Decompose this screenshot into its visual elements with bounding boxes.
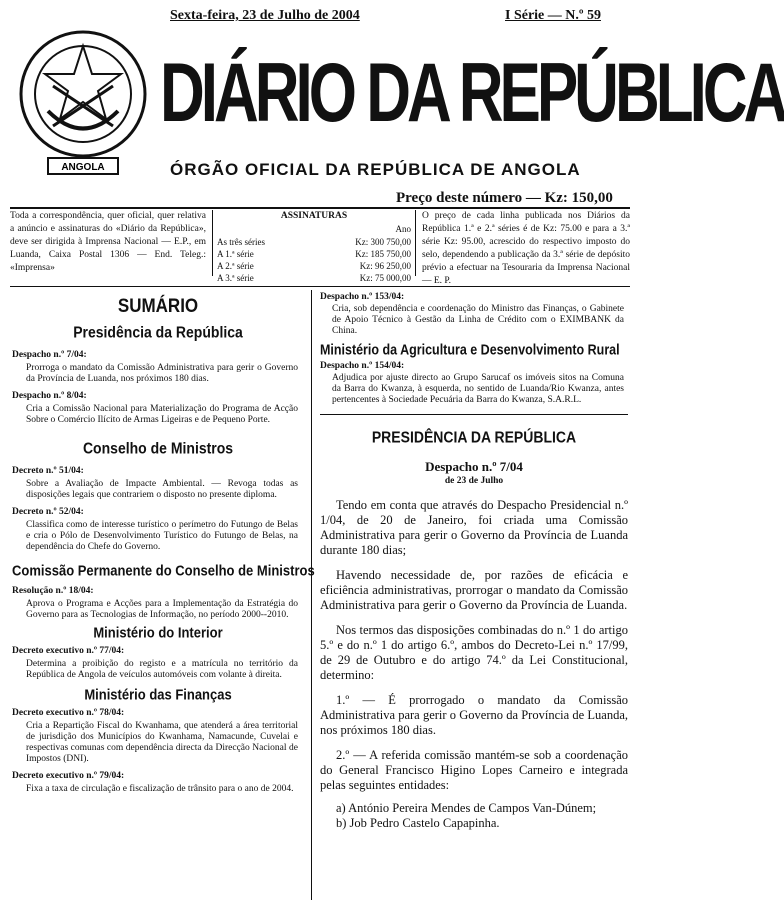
item-text: Aprova o Programa e Acções para a Implementação da Estratégia do Governo para as Tecnologias de Informação, no período 2000--2010. [26,599,298,620]
issue-serie: I Série — N.º 59 [505,8,601,23]
item-text: Sobre a Avaliação de Impacte Ambiental. — Revoga todas as disposições legais que contrariem o disposto no presente diploma. [26,479,298,500]
section-heading: Comissão Permanente do Conselho de Ministros [12,561,315,580]
paragraph: Nos termos das disposições combinadas do n.º 1 do artigo 5.º e do n.º 1 do artigo 6.º, ambos do Decreto-Lei n.º 17/99, de 29 de Outubro e do artigo 74.º da Lei Constitucional, determino: [320,623,628,682]
paragraph: Havendo necessidade de, por razões de eficácia e eficiência administrativas, prorrogar o mandato da Comissão Administrativa para gerir o Governo da Província de Luanda. [320,568,628,612]
angola-emblem-icon [8,16,158,184]
paragraph: 1.º — É prorrogado o mandato da Comissão Administrativa para gerir o Governo da Província de Luanda, nos próximos 180 dias. [320,693,628,737]
divider [10,207,630,209]
item-text: Adjudica por ajuste directo ao Grupo Sarucaf os imóveis sitos na Comuna da Barra do Kwanza, à esquerda, no sentido de Luanda/Rio Kwanza, antes pertencentes à Sociedade Pecuária da Barra do Kwanza, S.A.R.L. [332,373,624,405]
issue-price: Preço deste número — Kz: 150,00 [396,190,613,206]
section-heading: Presidência da República [73,322,243,342]
item-label: Decreto n.º 52/04: [12,507,84,517]
section-heading: Ministério do Interior [93,623,223,642]
item-label: Decreto executivo n.º 77/04: [12,646,125,656]
section-heading: Ministério da Agricultura e Desenvolvimento Rural [320,341,620,359]
subscription-row: A 3.ª série Kz: 75 000,00 [217,273,411,283]
paragraph: Tendo em conta que através do Despacho Presidencial n.º 1/04, de 20 de Janeiro, foi criada uma Comissão Administrativa para gerir o Governo da Província de Luanda durante 180 dias; [320,498,628,557]
masthead-subtitle: ÓRGÃO OFICIAL DA REPÚBLICA DE ANGOLA [170,160,581,179]
list-item: b) Job Pedro Castelo Capapinha. [336,816,500,830]
summary-column [12,294,315,795]
masthead-title: DIÁRIO DA REPÚBLICA [160,46,784,140]
item-text: Fixa a taxa de circulação e fiscalização de trânsito para o ano de 2004. [26,784,294,794]
issue-date: Sexta-feira, 23 de Julho de 2004 [170,8,360,23]
item-label: Decreto n.º 51/04: [12,466,84,476]
list-item: a) António Pereira Mendes de Campos Van-Dúnem; [336,801,597,815]
divider [10,286,630,287]
item-text: Determina a proibição do registo e a matrícula no território da República de Angola de veículos automóveis com volante à direita. [26,659,298,680]
item-text: Cria, sob dependência e coordenação do Ministro das Finanças, o Gabinete de Apoio Técnico à Gestão da Linha de Crédito com o EXIMBANK da China. [332,304,624,336]
subscription-row: A 2.ª série Kz: 96 250,00 [217,261,411,271]
emblem-label: ANGOLA [61,162,105,173]
pricing-note: O preço de cada linha publicada nos Diários da República 1.ª e 2.ª séries é de Kz: 75.00 e para a 3.ª série Kz: 95.00, acrescido do respectivo imposto do selo, dependendo a publicação da 3.ª série de depósito prévio a efectuar na Tesouraria da Imprensa Nacional — E. P. [422,211,630,286]
item-text: Cria a Comissão Nacional para Materialização do Programa de Acção Sobre o Comércio Ilícito de Armas Ligeiras e de Pequeno Porte. [26,404,298,425]
item-text: Cria a Repartição Fiscal do Kwanhama, que atenderá a área territorial de jurisdição dos Municípios do Kwanhama, Namacunde, Cuvelai e respectivas comunas com dependência directa da Direcção Nacional de Impostos (DNI). [26,721,298,764]
presidency-heading: PRESIDÊNCIA DA REPÚBLICA [371,427,577,447]
item-label: Despacho n.º 8/04: [12,391,87,401]
despacho-date: de 23 de Julho [444,476,504,486]
item-label: Despacho n.º 7/04: [12,350,87,360]
item-label: Decreto executivo n.º 79/04: [12,771,125,781]
subscription-row: As três séries Kz: 300 750,00 [217,237,411,247]
despacho-title: Despacho n.º 7/04 [425,459,523,474]
section-heading: Conselho de Ministros [82,438,234,458]
item-label: Resolução n.º 18/04: [12,586,94,596]
main-column [320,292,628,831]
summary-heading: SUMÁRIO [117,294,199,317]
subscriptions-title: ASSINATURAS [280,211,348,221]
item-text: Classifica como de interesse turístico o perímetro do Futungo de Belas e cria o Pólo de Desenvolvimento Turístico do Futungo de Belas, na dependência do Chefe do Governo. [26,520,298,552]
item-label: Despacho n.º 154/04: [320,361,405,371]
paragraph: 2.º — A referida comissão mantém-se sob a coordenação do General Francisco Higino Lopes Carneiro e integrada pelas seguintes entidades: [320,748,628,792]
divider [320,414,628,415]
item-label: Despacho n.º 153/04: [320,292,405,302]
column-divider [311,290,312,900]
correspondence-note: Toda a correspondência, quer oficial, quer relativa a anúncio e assinaturas do «Diário da República», deve ser dirigida à Imprensa Nacional — E.P., em Luanda, Caixa Postal 1306 — End. Teleg.: «Imprensa» [10,211,206,273]
info-box [10,210,630,286]
section-heading: Ministério das Finanças [84,685,232,704]
item-text: Prorroga o mandato da Comissão Administrativa para gerir o Governo da Província de Luanda, nos próximos 180 dias. [26,363,298,384]
subscriptions-year-label: Ano [395,224,411,234]
subscription-row: A 1.ª série Kz: 185 750,00 [217,249,411,259]
item-label: Decreto executivo n.º 78/04: [12,708,125,718]
subscriptions-table [212,210,416,283]
